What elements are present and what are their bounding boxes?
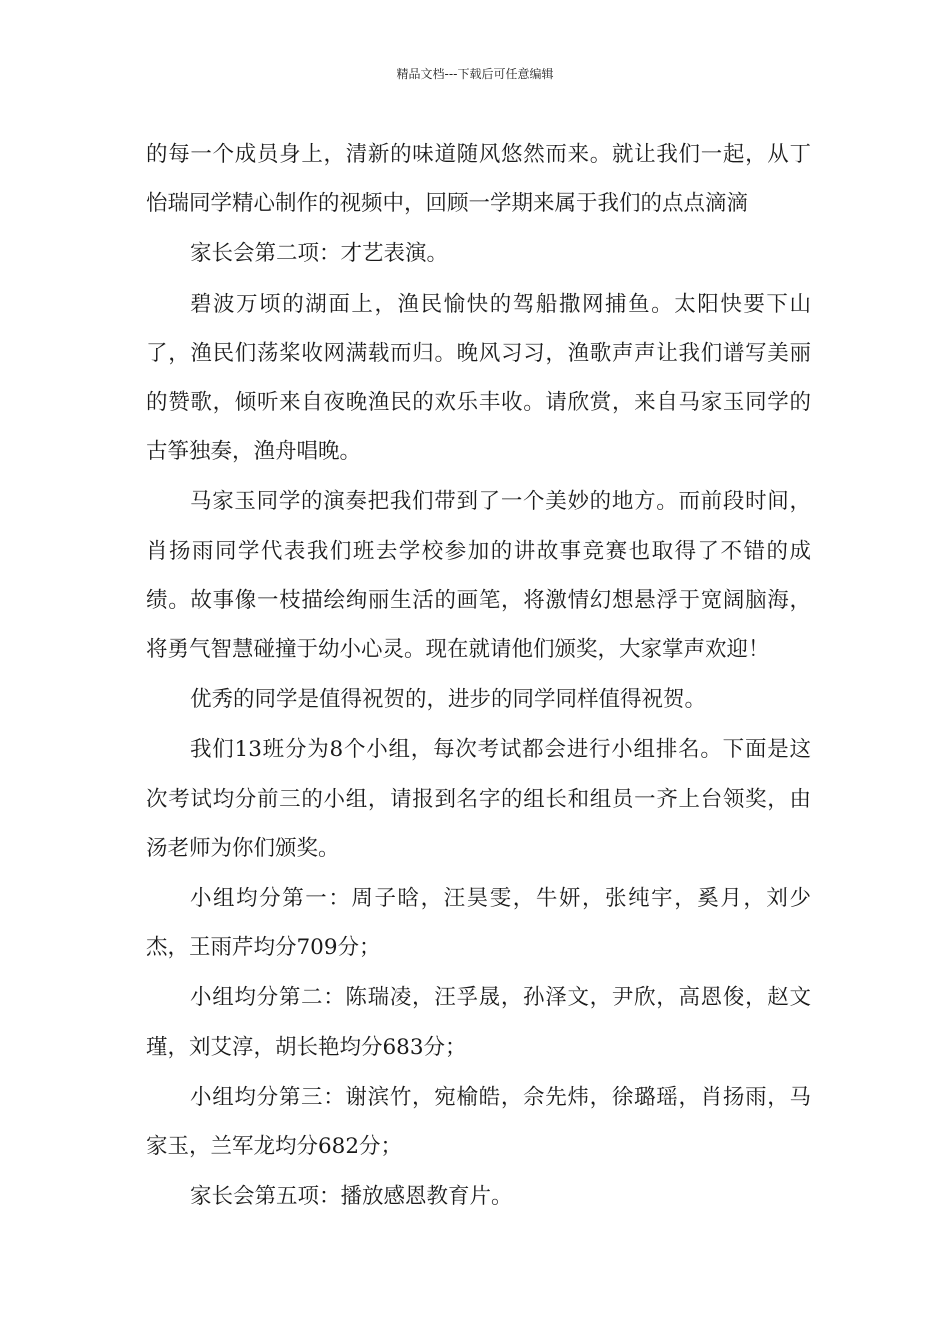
paragraph: 家长会第五项：播放感恩教育片。 <box>190 1184 513 1210</box>
document-body <box>146 130 811 1222</box>
paragraph: 碧波万顷的湖面上，渔民愉快的驾船撒网捕鱼。太阳快要下山了，渔民们荡桨收网满载而归。晚风习习，渔歌声声让我们谱写美丽的赞歌，倾听来自夜晚渔民的欢乐丰收。请欣赏，来自马家玉同学的古筝独奏，渔舟唱晚。 <box>146 291 811 465</box>
page-header: 精品文档---下载后可任意编辑 <box>396 67 554 81</box>
paragraph: 家长会第二项：才艺表演。 <box>190 241 449 267</box>
paragraph: 小组均分第三：谢滨竹，宛榆皓，佘先炜，徐璐瑶，肖扬雨，马家玉，兰军龙均分682分； <box>146 1084 811 1160</box>
paragraph: 我们13班分为8个小组，每次考试都会进行小组排名。下面是这次考试均分前三的小组，请报到名字的组长和组员一齐上台领奖，由汤老师为你们颁奖。 <box>146 737 811 861</box>
paragraph: 的每一个成员身上，清新的味道随风悠然而来。就让我们一起，从丁怡瑞同学精心制作的视频中，回顾一学期来属于我们的点点滴滴 <box>146 142 811 217</box>
paragraph: 小组均分第二：陈瑞凌，汪孚晟，孙泽文，尹欣，高恩俊，赵文瑾，刘艾淳，胡长艳均分683分； <box>146 985 811 1060</box>
paragraph: 优秀的同学是值得祝贺的，进步的同学同样值得祝贺。 <box>190 687 707 713</box>
paragraph: 马家玉同学的演奏把我们带到了一个美妙的地方。而前段时间，肖扬雨同学代表我们班去学校参加的讲故事竞赛也取得了不错的成绩。故事像一枝描绘绚丽生活的画笔，将激情幻想悬浮于宽阔脑海，将勇气智慧碰撞于幼小心灵。现在就请他们颁奖，大家掌声欢迎！ <box>146 489 811 663</box>
paragraph: 小组均分第一：周子晗，汪昊雯，牛妍，张纯宇，奚月，刘少杰，王雨芹均分709分； <box>146 886 811 961</box>
